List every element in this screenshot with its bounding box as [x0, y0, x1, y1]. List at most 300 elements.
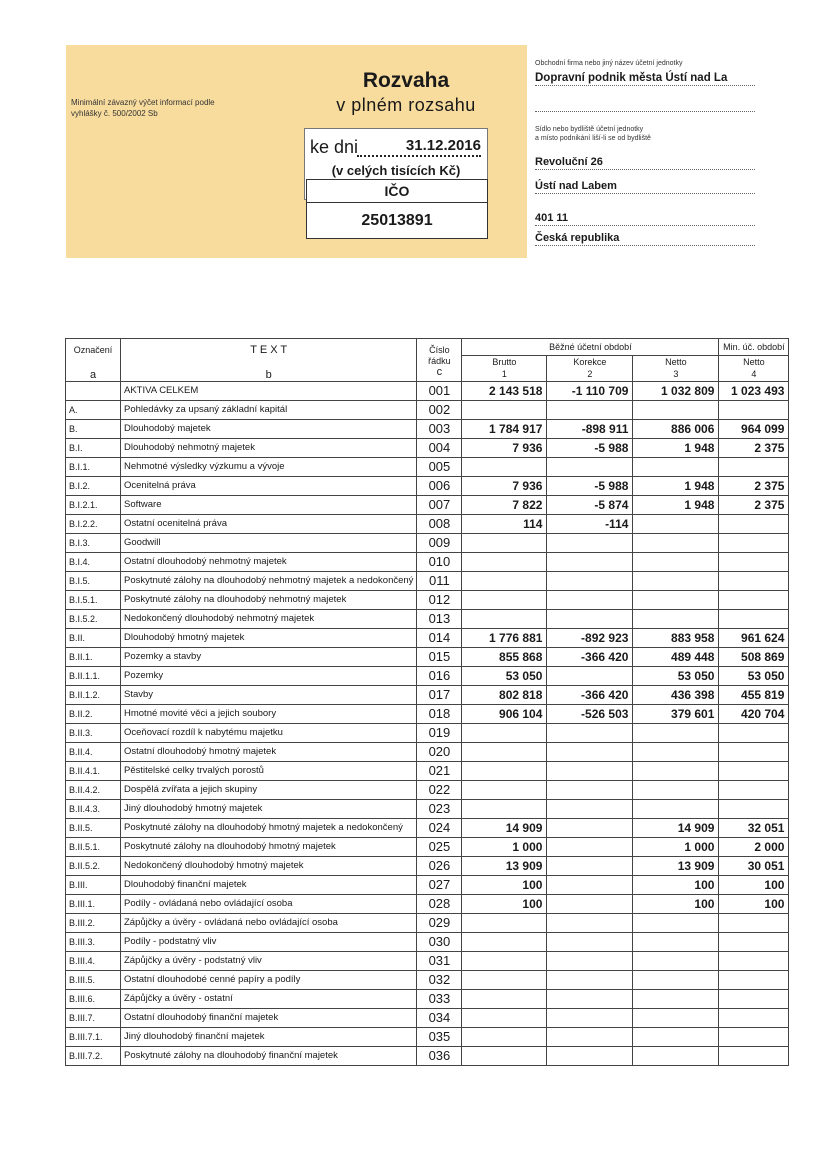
- netto-value: [633, 1028, 719, 1047]
- row-text: Pozemky: [121, 667, 417, 686]
- korekce-value: [547, 1009, 633, 1028]
- row-number: 035: [417, 1028, 462, 1047]
- table-row: [66, 724, 789, 743]
- table-row: [66, 401, 789, 420]
- legal-note: Minimální závazný výčet informací podle vyhlášky č. 500/2002 Sb: [71, 98, 215, 118]
- netto-value: [633, 591, 719, 610]
- korekce-value: [547, 990, 633, 1009]
- table-row: [66, 914, 789, 933]
- netto-value: [633, 1009, 719, 1028]
- brutto-value: 802 818: [462, 686, 547, 705]
- table-row: [66, 1028, 789, 1047]
- row-text: Jiný dlouhodobý hmotný majetek: [121, 800, 417, 819]
- row-number: 016: [417, 667, 462, 686]
- brutto-value: [462, 591, 547, 610]
- brutto-value: 7 822: [462, 496, 547, 515]
- row-code: B.II.4.3.: [66, 800, 121, 819]
- col-head-oznaceni: Označení a: [66, 339, 121, 382]
- row-number: 025: [417, 838, 462, 857]
- table-row: [66, 591, 789, 610]
- row-text: Pohledávky za upsaný základní kapitál: [121, 401, 417, 420]
- netto-value: 379 601: [633, 705, 719, 724]
- row-text: Podíly - ovládaná nebo ovládající osoba: [121, 895, 417, 914]
- korekce-value: [547, 914, 633, 933]
- netto-value: [633, 572, 719, 591]
- korekce-value: -114: [547, 515, 633, 534]
- korekce-value: -526 503: [547, 705, 633, 724]
- netto-prev-value: 2 375: [719, 496, 789, 515]
- row-text: Poskytnuté zálohy na dlouhodobý hmotný majetek a nedokončený: [121, 819, 417, 838]
- netto-prev-value: [719, 800, 789, 819]
- row-code: B.I.: [66, 439, 121, 458]
- korekce-value: -1 110 709: [547, 382, 633, 401]
- netto-prev-value: [719, 781, 789, 800]
- netto-value: 1 032 809: [633, 382, 719, 401]
- row-number: 029: [417, 914, 462, 933]
- netto-prev-value: 2 000: [719, 838, 789, 857]
- row-number: 009: [417, 534, 462, 553]
- korekce-value: [547, 591, 633, 610]
- units-note: (v celých tisících Kč): [331, 163, 461, 178]
- table-row: [66, 1047, 789, 1066]
- netto-value: [633, 990, 719, 1009]
- col-num-1: 1: [462, 369, 547, 382]
- netto-prev-value: [719, 515, 789, 534]
- table-row: [66, 990, 789, 1009]
- netto-value: [633, 743, 719, 762]
- col-head-brutto: Brutto: [462, 356, 547, 369]
- table-row: [66, 477, 789, 496]
- korekce-value: [547, 933, 633, 952]
- brutto-value: 1 000: [462, 838, 547, 857]
- row-text: Pěstitelské celky trvalých porostů: [121, 762, 417, 781]
- row-code: B.II.3.: [66, 724, 121, 743]
- netto-prev-value: [719, 1047, 789, 1066]
- col-head-netto-prev: Netto: [719, 356, 789, 369]
- brutto-value: 53 050: [462, 667, 547, 686]
- row-text: Dlouhodobý finanční majetek: [121, 876, 417, 895]
- row-text: Goodwill: [121, 534, 417, 553]
- row-code: B.: [66, 420, 121, 439]
- korekce-value: [547, 1047, 633, 1066]
- korekce-value: [547, 971, 633, 990]
- netto-prev-value: [719, 933, 789, 952]
- netto-value: [633, 610, 719, 629]
- row-text: Podíly - podstatný vliv: [121, 933, 417, 952]
- row-number: 017: [417, 686, 462, 705]
- korekce-value: [547, 401, 633, 420]
- row-code: B.I.4.: [66, 553, 121, 572]
- address-label-1: Sídlo nebo bydliště účetní jednotky: [535, 126, 644, 133]
- table-row: [66, 933, 789, 952]
- row-text: Dospělá zvířata a jejich skupiny: [121, 781, 417, 800]
- col-head-cislo: Číslo řádku c: [417, 339, 462, 382]
- row-code: B.I.1.: [66, 458, 121, 477]
- netto-value: [633, 1047, 719, 1066]
- row-code: B.III.7.1.: [66, 1028, 121, 1047]
- row-code: A.: [66, 401, 121, 420]
- balance-sheet-table: [65, 338, 789, 1066]
- netto-prev-value: [719, 971, 789, 990]
- brutto-value: [462, 933, 547, 952]
- brutto-value: 7 936: [462, 477, 547, 496]
- row-code: B.I.5.1.: [66, 591, 121, 610]
- korekce-value: [547, 724, 633, 743]
- netto-value: [633, 914, 719, 933]
- korekce-value: [547, 762, 633, 781]
- row-text: Ostatní dlouhodobé cenné papíry a podíly: [121, 971, 417, 990]
- row-number: 027: [417, 876, 462, 895]
- korekce-value: [547, 458, 633, 477]
- table-row: [66, 572, 789, 591]
- netto-value: [633, 933, 719, 952]
- netto-prev-value: [719, 572, 789, 591]
- row-code: B.II.1.2.: [66, 686, 121, 705]
- row-text: Ostatní ocenitelná práva: [121, 515, 417, 534]
- address-city: Ústí nad Labem: [535, 179, 755, 194]
- table-row: [66, 496, 789, 515]
- netto-prev-value: 1 023 493: [719, 382, 789, 401]
- company-name-line2: [535, 97, 755, 112]
- netto-prev-value: [719, 762, 789, 781]
- netto-value: 883 958: [633, 629, 719, 648]
- netto-value: 100: [633, 895, 719, 914]
- col-num-4: 4: [719, 369, 789, 382]
- netto-value: [633, 971, 719, 990]
- table-row: [66, 838, 789, 857]
- ico-box: [306, 179, 488, 239]
- row-number: 015: [417, 648, 462, 667]
- row-code: B.III.: [66, 876, 121, 895]
- row-text: Poskytnuté zálohy na dlouhodobý finanční majetek: [121, 1047, 417, 1066]
- table-row: [66, 705, 789, 724]
- table-row: [66, 648, 789, 667]
- row-text: Ostatní dlouhodobý nehmotný majetek: [121, 553, 417, 572]
- row-number: 014: [417, 629, 462, 648]
- row-number: 006: [417, 477, 462, 496]
- row-text: Poskytnuté zálohy na dlouhodobý hmotný majetek: [121, 838, 417, 857]
- address-label-2: a místo podnikání liší-li se od bydliště: [535, 135, 651, 142]
- netto-prev-value: 508 869: [719, 648, 789, 667]
- table-row: [66, 515, 789, 534]
- netto-value: [633, 534, 719, 553]
- korekce-value: [547, 857, 633, 876]
- row-number: 019: [417, 724, 462, 743]
- korekce-value: [547, 667, 633, 686]
- netto-prev-value: 2 375: [719, 439, 789, 458]
- row-code: B.II.5.: [66, 819, 121, 838]
- table-row: [66, 458, 789, 477]
- netto-value: [633, 401, 719, 420]
- korekce-value: [547, 895, 633, 914]
- brutto-value: [462, 724, 547, 743]
- row-number: 036: [417, 1047, 462, 1066]
- table-row: [66, 667, 789, 686]
- netto-prev-value: 100: [719, 876, 789, 895]
- row-code: B.II.4.2.: [66, 781, 121, 800]
- netto-prev-value: [719, 743, 789, 762]
- netto-value: 14 909: [633, 819, 719, 838]
- brutto-value: [462, 971, 547, 990]
- brutto-value: 855 868: [462, 648, 547, 667]
- brutto-value: 13 909: [462, 857, 547, 876]
- row-text: Nehmotné výsledky výzkumu a vývoje: [121, 458, 417, 477]
- row-code: B.III.7.: [66, 1009, 121, 1028]
- row-code: B.III.4.: [66, 952, 121, 971]
- netto-value: [633, 458, 719, 477]
- row-number: 021: [417, 762, 462, 781]
- row-number: 011: [417, 572, 462, 591]
- netto-value: [633, 952, 719, 971]
- row-number: 008: [417, 515, 462, 534]
- row-code: B.III.5.: [66, 971, 121, 990]
- row-number: 024: [417, 819, 462, 838]
- brutto-value: 2 143 518: [462, 382, 547, 401]
- table-row: [66, 895, 789, 914]
- row-text: Software: [121, 496, 417, 515]
- netto-prev-value: 100: [719, 895, 789, 914]
- netto-prev-value: 455 819: [719, 686, 789, 705]
- row-number: 010: [417, 553, 462, 572]
- company-info: [523, 45, 766, 258]
- netto-value: [633, 781, 719, 800]
- row-code: B.II.4.: [66, 743, 121, 762]
- row-text: Nedokončený dlouhodobý nehmotný majetek: [121, 610, 417, 629]
- form-header: [66, 45, 766, 258]
- korekce-value: [547, 534, 633, 553]
- korekce-value: [547, 781, 633, 800]
- row-text: Zápůjčky a úvěry - ostatní: [121, 990, 417, 1009]
- netto-prev-value: [719, 401, 789, 420]
- table-row: [66, 610, 789, 629]
- row-number: 003: [417, 420, 462, 439]
- table-row: [66, 686, 789, 705]
- table-row: [66, 439, 789, 458]
- row-number: 005: [417, 458, 462, 477]
- company-label: Obchodní firma nebo jiný název účetní jednotky: [535, 60, 683, 67]
- row-code: B.I.5.: [66, 572, 121, 591]
- row-code: B.II.4.1.: [66, 762, 121, 781]
- korekce-value: [547, 743, 633, 762]
- netto-prev-value: [719, 952, 789, 971]
- row-text: Stavby: [121, 686, 417, 705]
- page-subtitle: v plném rozsahu: [336, 95, 476, 115]
- brutto-value: 7 936: [462, 439, 547, 458]
- brutto-value: [462, 914, 547, 933]
- row-number: 026: [417, 857, 462, 876]
- table-row: [66, 819, 789, 838]
- row-number: 023: [417, 800, 462, 819]
- table-row: [66, 629, 789, 648]
- table-row: [66, 743, 789, 762]
- row-text: AKTIVA CELKEM: [121, 382, 417, 401]
- brutto-value: [462, 610, 547, 629]
- table-header-row-1: [66, 339, 789, 356]
- brutto-value: [462, 458, 547, 477]
- row-text: Poskytnuté zálohy na dlouhodobý nehmotný majetek: [121, 591, 417, 610]
- row-code: B.III.7.2.: [66, 1047, 121, 1066]
- netto-prev-value: [719, 990, 789, 1009]
- col-num-2: 2: [547, 369, 633, 382]
- row-text: Nedokončený dlouhodobý hmotný majetek: [121, 857, 417, 876]
- row-text: Dlouhodobý hmotný majetek: [121, 629, 417, 648]
- korekce-value: -366 420: [547, 648, 633, 667]
- row-code: B.II.5.1.: [66, 838, 121, 857]
- row-code: B.III.6.: [66, 990, 121, 1009]
- brutto-value: 100: [462, 876, 547, 895]
- company-name: Dopravní podnik města Ústí nad La: [535, 71, 755, 86]
- row-number: 033: [417, 990, 462, 1009]
- netto-value: 1 948: [633, 496, 719, 515]
- brutto-value: [462, 1009, 547, 1028]
- row-number: 020: [417, 743, 462, 762]
- netto-value: [633, 515, 719, 534]
- netto-prev-value: [719, 553, 789, 572]
- korekce-value: [547, 800, 633, 819]
- col-head-netto: Netto: [633, 356, 719, 369]
- netto-prev-value: [719, 591, 789, 610]
- korekce-value: [547, 553, 633, 572]
- korekce-value: [547, 952, 633, 971]
- table-row: [66, 420, 789, 439]
- table-row: [66, 876, 789, 895]
- korekce-value: [547, 572, 633, 591]
- row-code: B.I.3.: [66, 534, 121, 553]
- ico-value: 25013891: [361, 212, 433, 229]
- netto-prev-value: 32 051: [719, 819, 789, 838]
- brutto-value: [462, 1047, 547, 1066]
- table-row: [66, 857, 789, 876]
- row-text: Dlouhodobý majetek: [121, 420, 417, 439]
- date-label: ke dni: [310, 137, 359, 157]
- row-number: 028: [417, 895, 462, 914]
- row-number: 022: [417, 781, 462, 800]
- netto-prev-value: [719, 914, 789, 933]
- korekce-value: -5 874: [547, 496, 633, 515]
- col-head-korekce: Korekce: [547, 356, 633, 369]
- row-text: Poskytnuté zálohy na dlouhodobý nehmotný majetek a nedokončený: [121, 572, 417, 591]
- netto-value: [633, 762, 719, 781]
- netto-prev-value: [719, 610, 789, 629]
- row-text: Zápůjčky a úvěry - podstatný vliv: [121, 952, 417, 971]
- col-head-text: T E X T b: [121, 339, 417, 382]
- table-row: [66, 781, 789, 800]
- table-row: [66, 534, 789, 553]
- table-row: [66, 553, 789, 572]
- netto-value: [633, 800, 719, 819]
- row-text: Zápůjčky a úvěry - ovládaná nebo ovládající osoba: [121, 914, 417, 933]
- row-code: B.III.2.: [66, 914, 121, 933]
- brutto-value: [462, 401, 547, 420]
- row-code: B.II.1.: [66, 648, 121, 667]
- col-head-min: Min. úč. období: [719, 339, 789, 356]
- netto-value: 53 050: [633, 667, 719, 686]
- row-code: B.I.2.1.: [66, 496, 121, 515]
- netto-prev-value: 964 099: [719, 420, 789, 439]
- address-street: Revoluční 26: [535, 155, 755, 170]
- row-code: B.III.1.: [66, 895, 121, 914]
- row-number: 031: [417, 952, 462, 971]
- row-text: Ocenitelná práva: [121, 477, 417, 496]
- brutto-value: 100: [462, 895, 547, 914]
- brutto-value: 1 784 917: [462, 420, 547, 439]
- table-row: [66, 382, 789, 401]
- row-number: 004: [417, 439, 462, 458]
- netto-prev-value: [719, 724, 789, 743]
- brutto-value: [462, 800, 547, 819]
- report-date: 31.12.2016: [357, 137, 481, 157]
- netto-value: [633, 553, 719, 572]
- netto-value: 1 948: [633, 439, 719, 458]
- korekce-value: -5 988: [547, 439, 633, 458]
- netto-prev-value: 2 375: [719, 477, 789, 496]
- netto-prev-value: [719, 1009, 789, 1028]
- row-number: 002: [417, 401, 462, 420]
- brutto-value: [462, 534, 547, 553]
- col-head-bezne: Běžné účetní období: [462, 339, 719, 356]
- row-text: Ostatní dlouhodobý hmotný majetek: [121, 743, 417, 762]
- table-row: [66, 800, 789, 819]
- row-code: B.I.5.2.: [66, 610, 121, 629]
- header-title-area: [66, 45, 523, 258]
- korekce-value: -366 420: [547, 686, 633, 705]
- netto-value: 489 448: [633, 648, 719, 667]
- korekce-value: -898 911: [547, 420, 633, 439]
- row-code: B.I.2.2.: [66, 515, 121, 534]
- netto-value: [633, 724, 719, 743]
- brutto-value: [462, 781, 547, 800]
- col-num-3: 3: [633, 369, 719, 382]
- address-zip: 401 11: [535, 211, 755, 226]
- row-text: Pozemky a stavby: [121, 648, 417, 667]
- row-number: 007: [417, 496, 462, 515]
- row-text: Ostatní dlouhodobý finanční majetek: [121, 1009, 417, 1028]
- netto-value: 886 006: [633, 420, 719, 439]
- row-number: 013: [417, 610, 462, 629]
- ico-label: IČO: [307, 180, 487, 203]
- row-number: 018: [417, 705, 462, 724]
- netto-prev-value: [719, 534, 789, 553]
- row-number: 034: [417, 1009, 462, 1028]
- netto-prev-value: 961 624: [719, 629, 789, 648]
- korekce-value: -892 923: [547, 629, 633, 648]
- brutto-value: [462, 762, 547, 781]
- netto-prev-value: [719, 1028, 789, 1047]
- brutto-value: [462, 990, 547, 1009]
- netto-value: 100: [633, 876, 719, 895]
- brutto-value: [462, 743, 547, 762]
- row-text: Jiný dlouhodobý finanční majetek: [121, 1028, 417, 1047]
- row-number: 030: [417, 933, 462, 952]
- row-text: Hmotné movité věci a jejich soubory: [121, 705, 417, 724]
- row-number: 012: [417, 591, 462, 610]
- korekce-value: [547, 876, 633, 895]
- netto-prev-value: [719, 458, 789, 477]
- row-code: B.II.1.1.: [66, 667, 121, 686]
- table-row: [66, 1009, 789, 1028]
- netto-prev-value: 420 704: [719, 705, 789, 724]
- netto-value: 13 909: [633, 857, 719, 876]
- row-text: Dlouhodobý nehmotný majetek: [121, 439, 417, 458]
- address-country: Česká republika: [535, 231, 755, 246]
- brutto-value: [462, 553, 547, 572]
- row-code: [66, 382, 121, 401]
- netto-value: 1 000: [633, 838, 719, 857]
- korekce-value: [547, 819, 633, 838]
- row-number: 001: [417, 382, 462, 401]
- brutto-value: 906 104: [462, 705, 547, 724]
- netto-prev-value: 53 050: [719, 667, 789, 686]
